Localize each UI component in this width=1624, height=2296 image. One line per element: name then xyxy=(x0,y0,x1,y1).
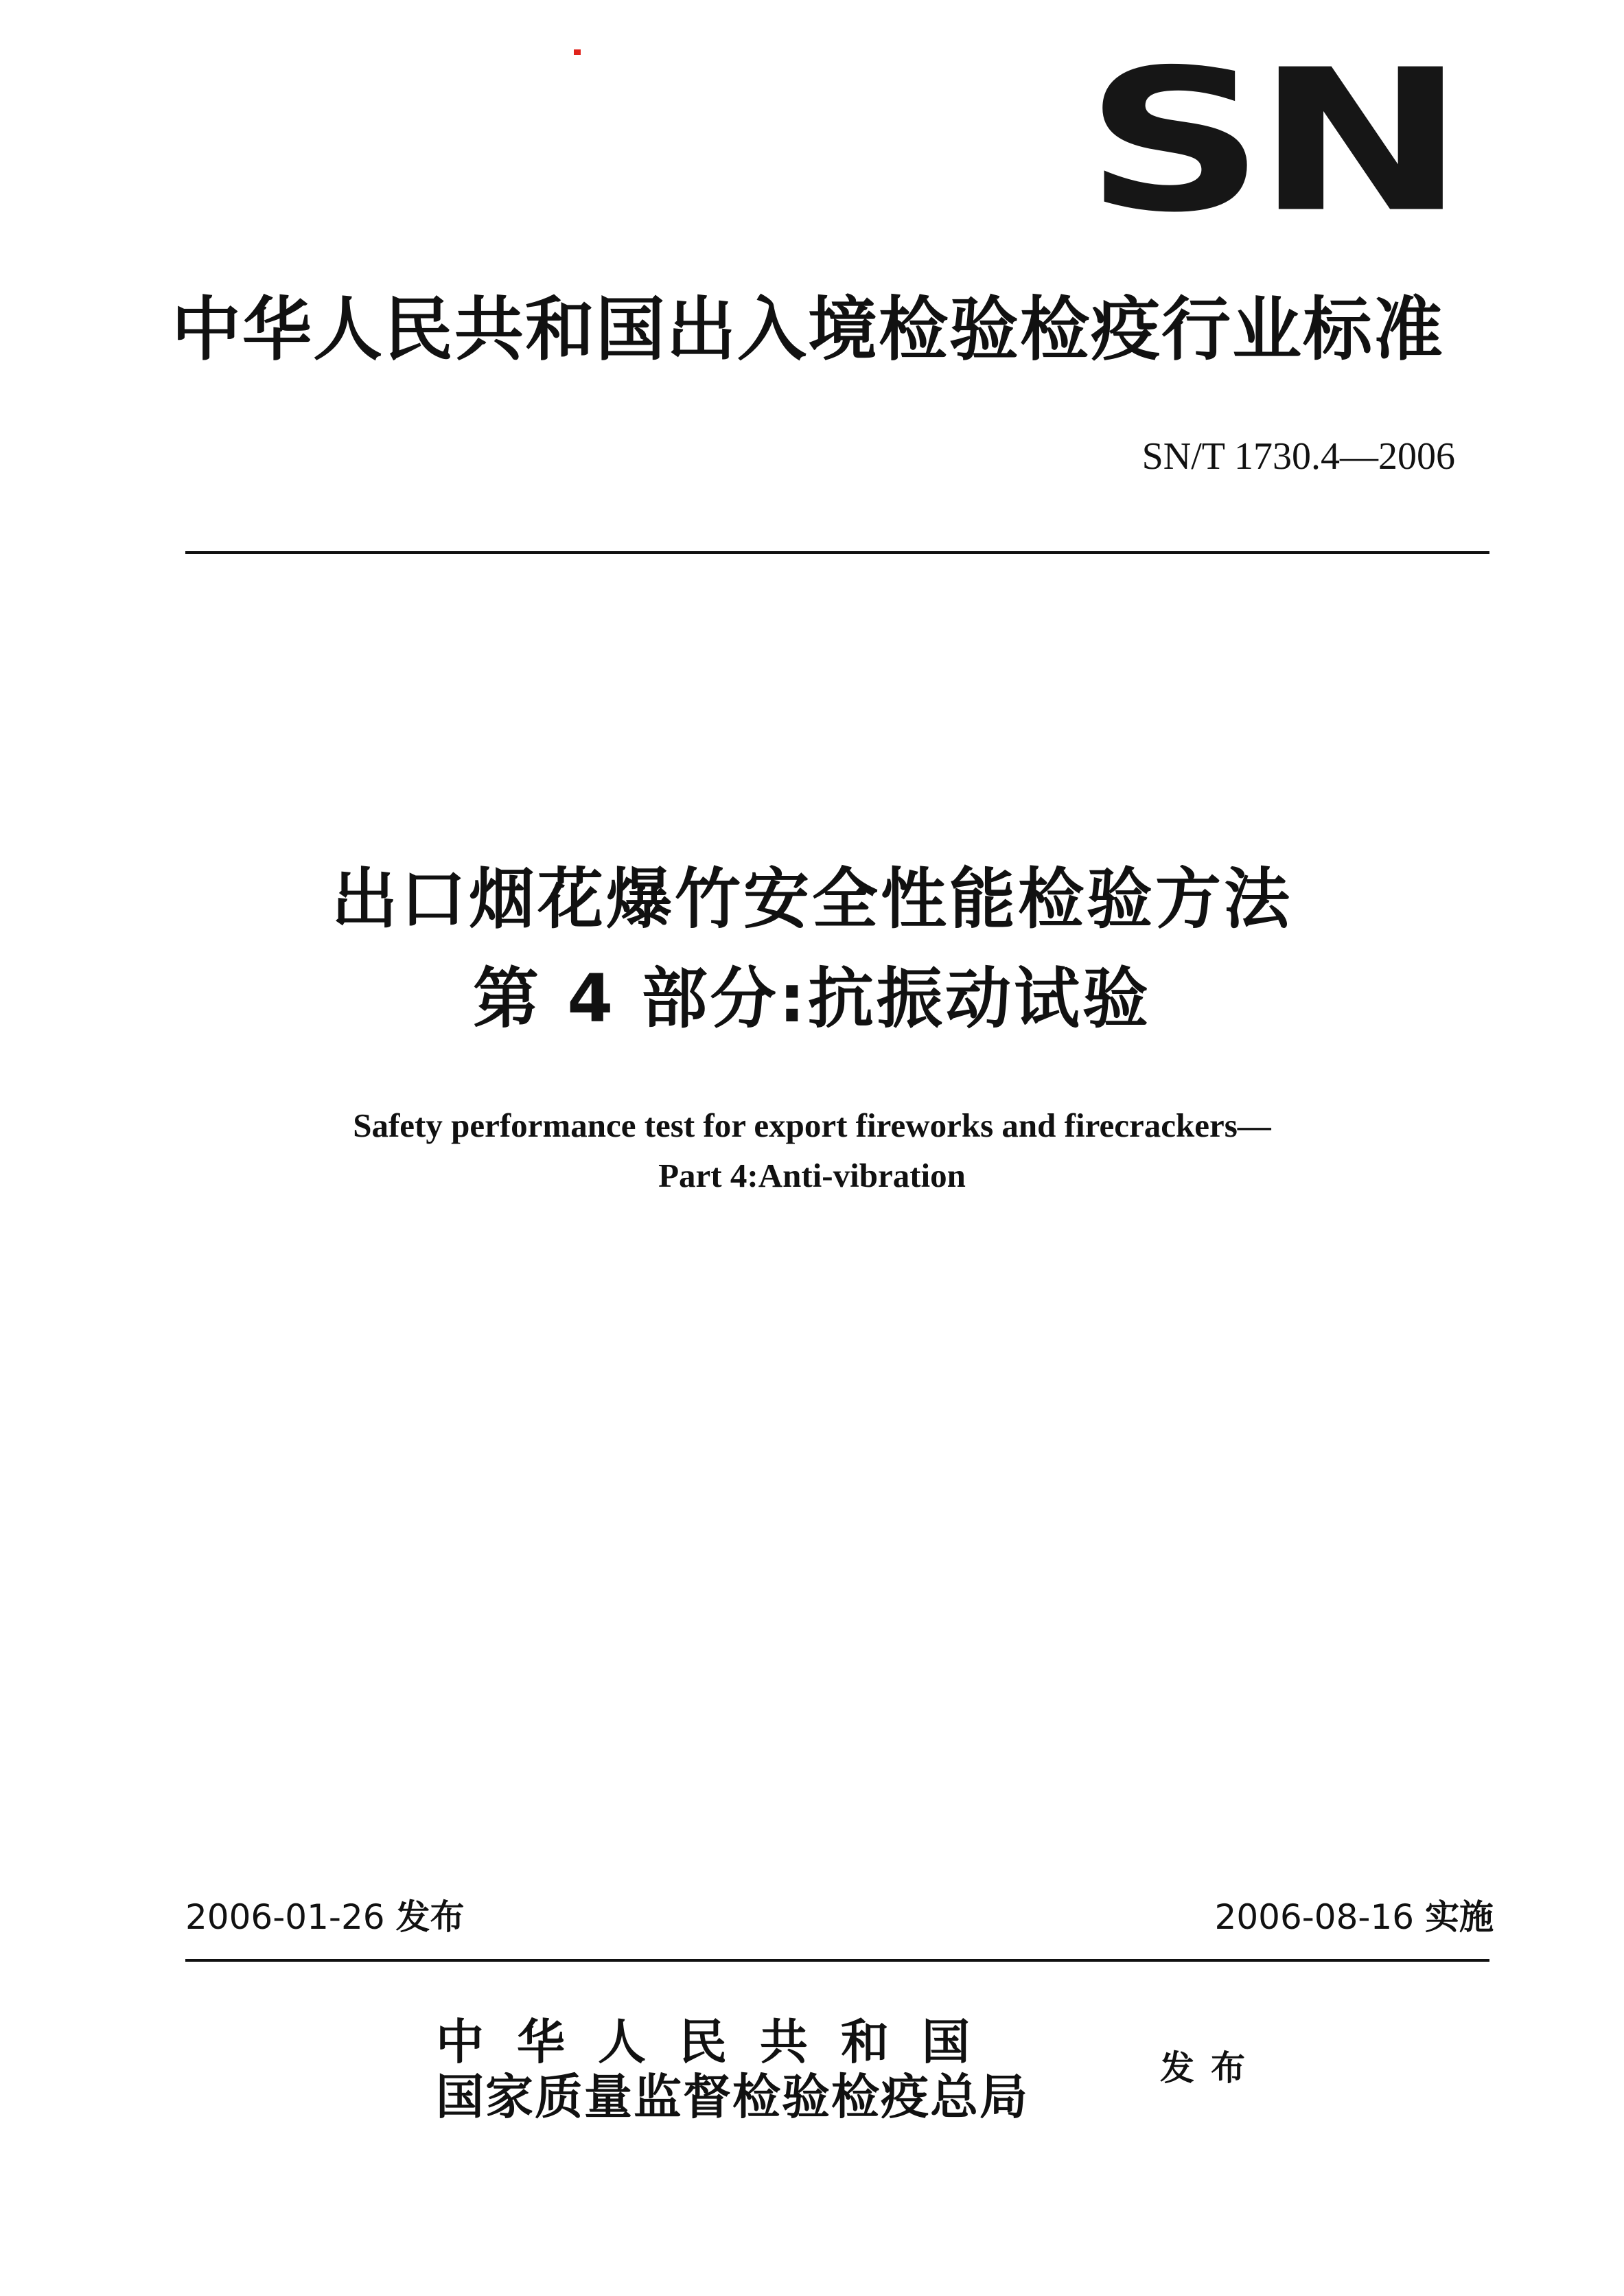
chinese-title-line-2: 第 4 部分:抗振动试验 xyxy=(472,960,1152,1037)
standard-category-heading: 中华人民共和国出入境检验检疫行业标准 xyxy=(172,289,1445,370)
bottom-divider xyxy=(185,1959,1489,1962)
implementation-date-value: 2006-08-16 xyxy=(1214,1897,1415,1937)
english-title-line-2: Part 4:Anti-vibration xyxy=(658,1157,966,1194)
sn-logo: SN xyxy=(1084,27,1457,256)
red-mark xyxy=(574,49,581,55)
implementation-date-label: 实施 xyxy=(1425,1897,1494,1937)
english-title-line-1: Safety performance test for export fireworks and firecrackers— xyxy=(353,1106,1271,1144)
implementation-date xyxy=(1215,1893,1494,1941)
issuing-authority xyxy=(436,2015,1029,2124)
top-divider xyxy=(185,551,1489,554)
issue-date xyxy=(185,1893,464,1941)
chinese-title-line-1: 出口烟花爆竹安全性能检验方法 xyxy=(332,861,1292,938)
issuer-line-2: 国家质量监督检验检疫总局 xyxy=(436,2068,1029,2125)
publish-label: 发布 xyxy=(1160,2048,1262,2088)
standard-number: SN/T 1730.4—2006 xyxy=(1141,435,1455,478)
issue-date-value: 2006-01-26 xyxy=(185,1897,385,1937)
issue-date-label: 发布 xyxy=(395,1897,465,1937)
issuer-line-1: 中华人民共和国 xyxy=(436,2013,1003,2070)
